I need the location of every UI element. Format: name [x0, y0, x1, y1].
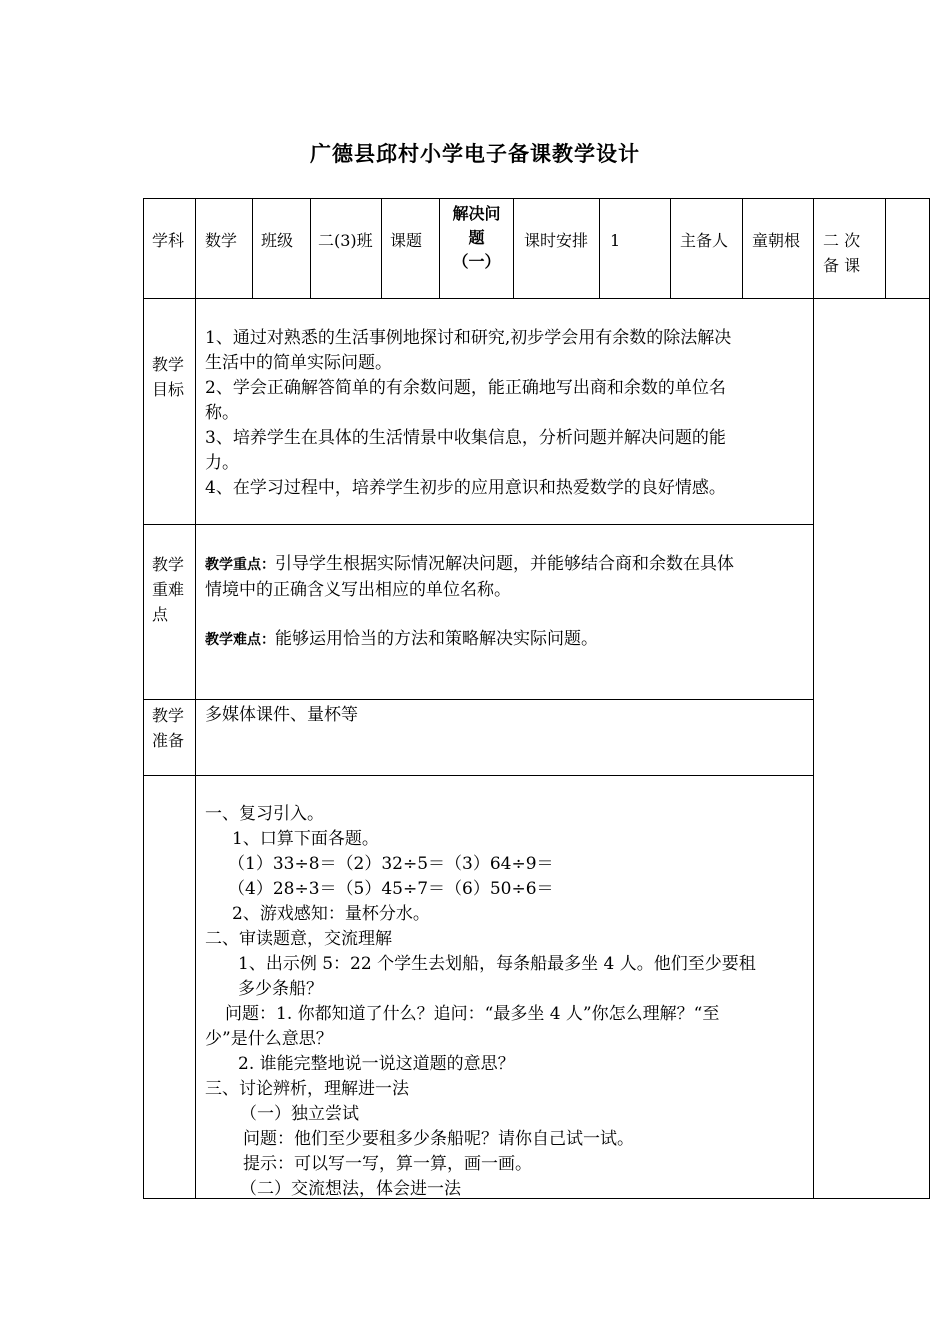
- process-line: 2、游戏感知：量杯分水。: [232, 904, 430, 924]
- topic-value: [440, 202, 513, 274]
- process-text: [205, 802, 756, 1202]
- process-line: 问题：1. 你都知道了什么？追问：“最多坐 4 人”你怎么理解？“至: [225, 1004, 720, 1024]
- process-line: 提示：可以写一写，算一算，画一画。: [243, 1154, 532, 1174]
- class-value: 二(3)班: [318, 231, 373, 250]
- header-divider: [310, 198, 311, 298]
- process-line: 少”是什么意思？: [205, 1029, 333, 1049]
- header-divider: [381, 198, 382, 298]
- goals-line: 1、通过对熟悉的生活事例地探讨和研究,初步学会用有余数的除法解决: [205, 328, 732, 348]
- second-prep-label: [823, 228, 860, 278]
- goals-text: [205, 326, 731, 501]
- process-line: 1、口算下面各题。: [232, 829, 379, 849]
- goals-line: 力。: [205, 453, 239, 473]
- process-line: （4）28÷3＝（5）45÷7＝（6）50÷6＝: [228, 879, 554, 899]
- topic-value-line: （一）: [452, 252, 501, 271]
- focus-line: [205, 552, 734, 578]
- process-line: （一）独立尝试: [240, 1104, 359, 1124]
- goals-line: 生活中的简单实际问题。: [205, 353, 392, 373]
- process-line: 2. 谁能完整地说一说这道题的意思？: [238, 1054, 515, 1074]
- header-row-border: [143, 298, 930, 299]
- table-left-border: [143, 198, 144, 1199]
- process-line: 一、复习引入。: [205, 804, 324, 824]
- table-top-border: [143, 198, 930, 199]
- topic-value-line: 题: [468, 228, 485, 247]
- keypoints-label: [152, 552, 184, 627]
- topic-label: 课题: [390, 231, 423, 250]
- goals-row-border: [143, 524, 814, 525]
- header-divider: [599, 198, 600, 298]
- document-title: 广德县邱村小学电子备课教学设计: [310, 142, 640, 166]
- goals-line: 2、学会正确解答简单的有余数问题，能正确地写出商和余数的单位名: [205, 378, 726, 398]
- difficulty-text: 能够运用恰当的方法和策略解决实际问题。: [275, 629, 598, 649]
- process-line: 二、审读题意，交流理解: [205, 929, 392, 949]
- keypoints-label-line: 教学: [152, 555, 185, 574]
- hours-label: 课时安排: [524, 231, 589, 250]
- topic-value-line: 解决问: [452, 204, 501, 223]
- goals-line: 4、在学习过程中，培养学生初步的应用意识和热爱数学的良好情感。: [205, 478, 726, 498]
- prep-label-line: 准备: [152, 731, 185, 750]
- second-prep-line: 二 次: [823, 231, 861, 250]
- goals-label: [152, 352, 184, 402]
- goals-label-line: 目标: [152, 380, 185, 399]
- focus-label: 教学重点：: [205, 557, 275, 573]
- subject-value: 数学: [205, 231, 238, 250]
- keypoints-row-border: [143, 699, 814, 700]
- header-divider: [513, 198, 514, 298]
- header-divider: [252, 198, 253, 298]
- focus-text: 引导学生根据实际情况解决问题，并能够结合商和余数在具体: [275, 554, 734, 574]
- process-line: 问题：他们至少要租多少条船呢？请你自己试一试。: [243, 1129, 634, 1149]
- goals-line: 3、培养学生在具体的生活情景中收集信息，分析问题并解决问题的能: [205, 428, 726, 448]
- difficulty-line: [205, 627, 734, 653]
- process-line: 三、讨论辨析，理解进一法: [205, 1079, 409, 1099]
- prep-text: 多媒体课件、量杯等: [205, 705, 358, 725]
- keypoints-text: [205, 552, 734, 653]
- header-divider: [742, 198, 743, 298]
- class-label: 班级: [261, 231, 294, 250]
- goals-line: 称。: [205, 403, 239, 423]
- difficulty-label: 教学难点：: [205, 632, 275, 648]
- process-line: 1、出示例 5：22 个学生去划船，每条船最多坐 4 人。他们至少要租: [238, 954, 756, 974]
- process-line: 多少条船？: [238, 979, 323, 999]
- prep-label-line: 教学: [152, 706, 185, 725]
- table-right-border: [929, 198, 930, 1199]
- header-divider: [885, 198, 886, 298]
- hours-value: 1: [610, 231, 621, 250]
- content-column-border: [813, 198, 814, 1199]
- prep-label: [152, 703, 184, 753]
- preparer-value: 童朝根: [752, 231, 801, 250]
- process-line: （1）33÷8＝（2）32÷5＝（3）64÷9＝: [228, 854, 554, 874]
- second-prep-line: 备 课: [823, 256, 861, 275]
- keypoints-label-line: 重难: [152, 580, 185, 599]
- goals-label-line: 教学: [152, 355, 185, 374]
- header-divider: [670, 198, 671, 298]
- label-column-border: [195, 198, 196, 1199]
- subject-label: 学科: [152, 231, 185, 250]
- preparer-label: 主备人: [680, 231, 729, 250]
- process-line: （二）交流想法，体会进一法: [240, 1179, 461, 1199]
- keypoints-label-line: 点: [152, 605, 169, 624]
- focus-line-2: 情境中的正确含义写出相应的单位名称。: [205, 580, 511, 600]
- prep-row-border: [143, 775, 814, 776]
